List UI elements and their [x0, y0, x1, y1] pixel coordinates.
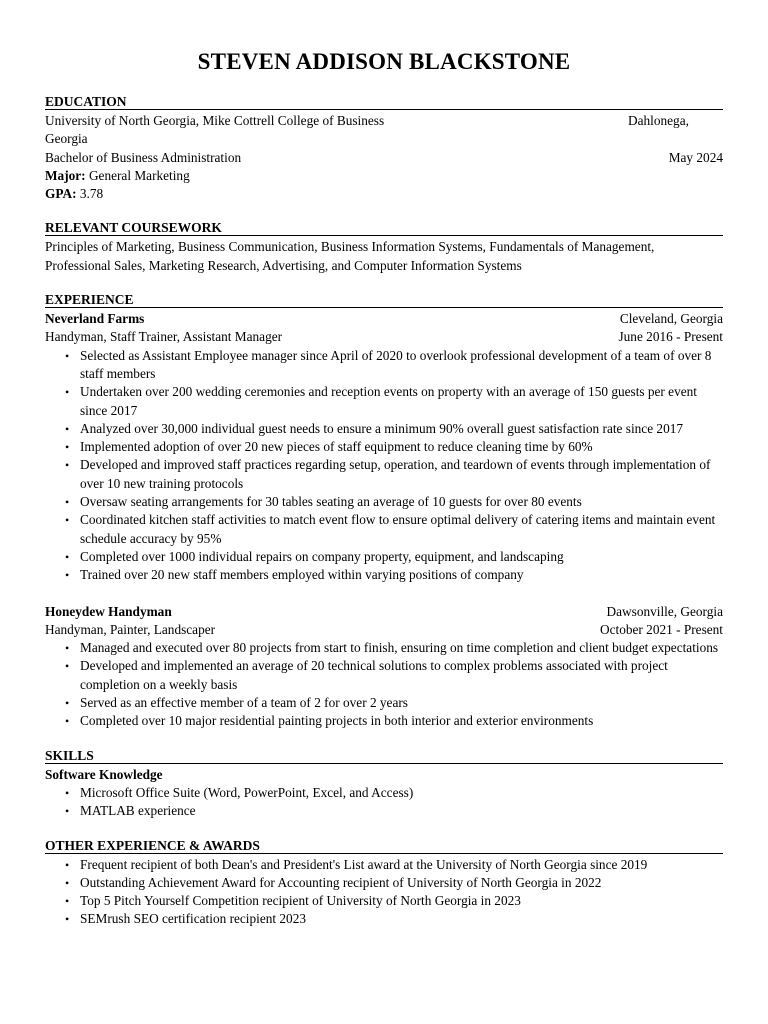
experience-section [45, 292, 723, 731]
job-dates: June 2016 - Present [618, 329, 723, 345]
major-value: General Marketing [88, 167, 190, 183]
experience-heading: EXPERIENCE [45, 292, 723, 308]
skills-bullets [45, 784, 723, 821]
coursework-section [45, 220, 723, 275]
list-item: • Developed and improved staff practices regarding setup, operation, and teardown of events through implementation of over 10 new training protocols [80, 456, 723, 493]
list-item: • Analyzed over 30,000 individual guest needs to ensure a minimum 90% overall guest satisfaction rate since 2017 [80, 420, 723, 438]
school-name: University of North Georgia, Mike Cottrell College of Business [45, 113, 385, 128]
job-role-row [45, 621, 723, 639]
job-location: Dawsonville, Georgia [606, 603, 723, 619]
job-role-row [45, 328, 723, 346]
job-header-row [45, 310, 723, 328]
coursework-text: Principles of Marketing, Business Communication, Business Information Systems, Fundamentals of Management, Professional Sales, Marketing Research, Advertising, and Computer Information Systems [45, 239, 655, 273]
company-name: Neverland Farms [45, 311, 145, 327]
awards-heading: OTHER EXPERIENCE & AWARDS [45, 838, 723, 854]
job-entry [45, 310, 723, 584]
skills-subheading: Software Knowledge [45, 766, 163, 782]
list-item: • Microsoft Office Suite (Word, PowerPoint, Excel, and Access) [80, 784, 723, 802]
degree: Bachelor of Business Administration [45, 149, 242, 165]
list-item: • Trained over 20 new staff members employed within varying positions of company [80, 566, 723, 584]
job-entry [45, 603, 723, 731]
list-item: • Selected as Assistant Employee manager since April of 2020 to overlook professional development of a team of over 8 staff members [80, 347, 723, 384]
school-location-continued: Georgia [45, 131, 88, 147]
list-item: • Frequent recipient of both Dean's and President's List award at the University of North Georgia since 2019 [80, 856, 723, 874]
list-item: • Completed over 10 major residential painting projects in both interior and exterior environments [80, 712, 723, 730]
job-dates: October 2021 - Present [600, 621, 723, 637]
major-line [45, 167, 723, 185]
list-item: • Oversaw seating arrangements for 30 tables seating an average of 10 guests for over 80 events [80, 493, 723, 511]
list-item: • Developed and implemented an average of 20 technical solutions to complex problems associated with project completion on a weekly basis [80, 657, 723, 694]
candidate-name: STEVEN ADDISON BLACKSTONE [197, 49, 571, 74]
list-item: • Served as an effective member of a team of 2 for over 2 years [80, 694, 723, 712]
education-section [45, 94, 723, 203]
list-item: • MATLAB experience [80, 802, 723, 820]
major-label: Major: [45, 167, 86, 183]
education-degree-row [45, 149, 723, 167]
job-bullets [45, 347, 723, 585]
awards-section [45, 838, 723, 929]
list-item: • Managed and executed over 80 projects from start to finish, ensuring on time completion and client budget expectations [80, 639, 723, 657]
list-item: • Coordinated kitchen staff activities to match event flow to ensure optimal delivery of catering items and maintain event schedule accuracy by 95% [80, 511, 723, 548]
gpa-label: GPA: [45, 186, 77, 202]
company-name: Honeydew Handyman [45, 603, 172, 619]
list-item: • Completed over 1000 individual repairs on company property, equipment, and landscaping [80, 548, 723, 566]
school-location: Dahlonega, [628, 113, 689, 128]
job-role: Handyman, Painter, Landscaper [45, 621, 216, 637]
skills-heading: SKILLS [45, 748, 723, 764]
list-item: • Implemented adoption of over 20 new pieces of staff equipment to reduce cleaning time by 60% [80, 438, 723, 456]
job-bullets [45, 639, 723, 730]
gpa-line [45, 185, 723, 203]
education-heading: EDUCATION [45, 94, 723, 110]
skills-section [45, 748, 723, 821]
education-school-row [45, 112, 723, 130]
list-item: • Undertaken over 200 wedding ceremonies and reception events on property with an average of 150 guests per event since 2017 [80, 383, 723, 420]
graduation-date: May 2024 [668, 149, 723, 165]
gpa-value: 3.78 [79, 186, 104, 202]
job-header-row [45, 603, 723, 621]
job-role: Handyman, Staff Trainer, Assistant Manager [45, 329, 283, 345]
job-location: Cleveland, Georgia [619, 311, 723, 327]
list-item: • Top 5 Pitch Yourself Competition recipient of University of North Georgia in 2023 [80, 892, 723, 910]
coursework-heading: RELEVANT COURSEWORK [45, 220, 723, 236]
awards-bullets [45, 856, 723, 929]
resume-page [45, 48, 723, 929]
list-item: • Outstanding Achievement Award for Accounting recipient of University of North Georgia in 2022 [80, 874, 723, 892]
list-item: • SEMrush SEO certification recipient 2023 [80, 910, 723, 928]
